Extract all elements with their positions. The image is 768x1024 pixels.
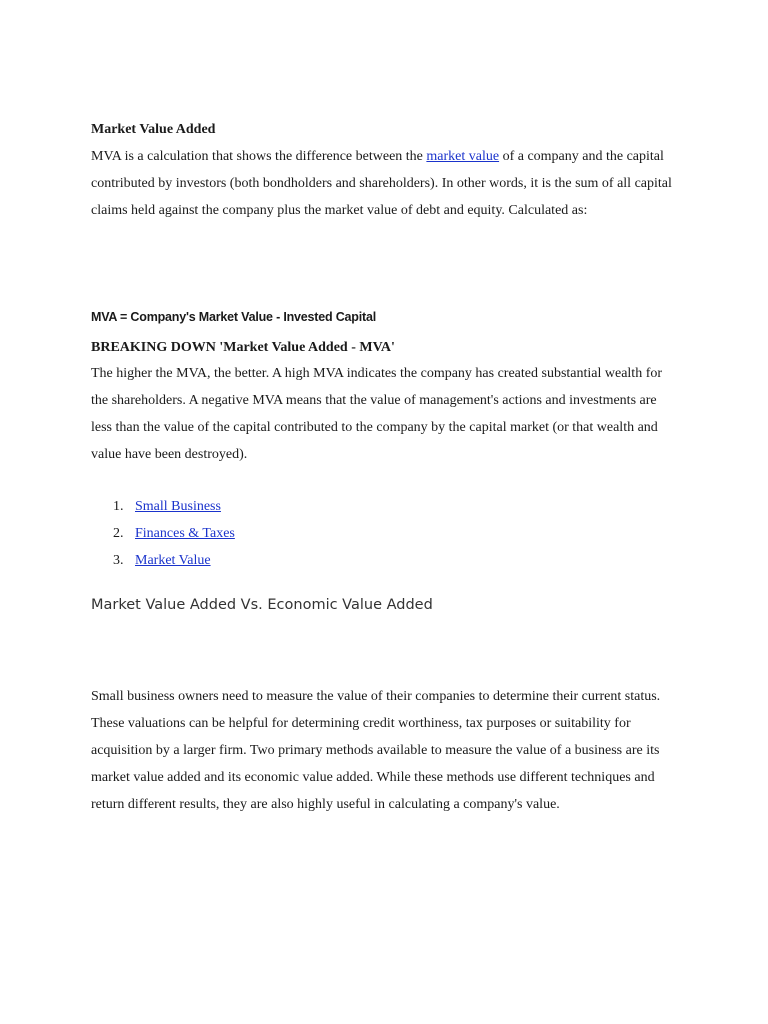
finances-taxes-link[interactable]: Finances & Taxes	[135, 526, 235, 541]
comparison-paragraph: Small business owners need to measure the value of their companies to determine their current status. These valuations can be helpful for determining credit worthiness, tax purposes or suitability for acquisition by a larger firm. Two primary methods available to measure the value of a business are its market value added and its economic value added. While these methods use different techniques and return different results, they are also highly useful in calculating a company's value.	[91, 689, 661, 812]
small-business-link[interactable]: Small Business	[135, 499, 221, 514]
market-value-link[interactable]: market value	[426, 149, 500, 164]
list-item	[113, 520, 235, 547]
list-item	[113, 493, 235, 520]
list-number: 3.	[113, 553, 124, 568]
market-value-list-link[interactable]: Market Value	[135, 553, 211, 568]
intro-text-end: of a company and the capital contributed by investors (both bondholders and shareholders). In other words, it is the sum of all capital claims held against the company plus the market value of debt and equity. Calculated as:	[91, 149, 672, 218]
list-number: 1.	[113, 499, 124, 514]
intro-section	[91, 116, 681, 224]
breaking-down-paragraph: The higher the MVA, the better. A high MVA indicates the company has created substantial wealth for the shareholders. A negative MVA means that the value of management's actions and investments are less than the value of the capital contributed to the company by the capital market (or that wealth and value have been destroyed).	[91, 366, 663, 462]
intro-paragraph	[91, 143, 681, 224]
mva-formula: MVA = Company's Market Value - Invested Capital	[91, 310, 376, 324]
comparison-heading: Market Value Added Vs. Economic Value Added	[91, 597, 433, 613]
intro-text-start: MVA is a calculation that shows the difference between the	[91, 149, 427, 164]
section-title: Market Value Added	[91, 122, 216, 137]
breaking-down-title: BREAKING DOWN 'Market Value Added - MVA'	[91, 340, 395, 355]
list-number: 2.	[113, 526, 124, 541]
list-item	[113, 547, 235, 574]
related-links-list	[113, 493, 235, 574]
